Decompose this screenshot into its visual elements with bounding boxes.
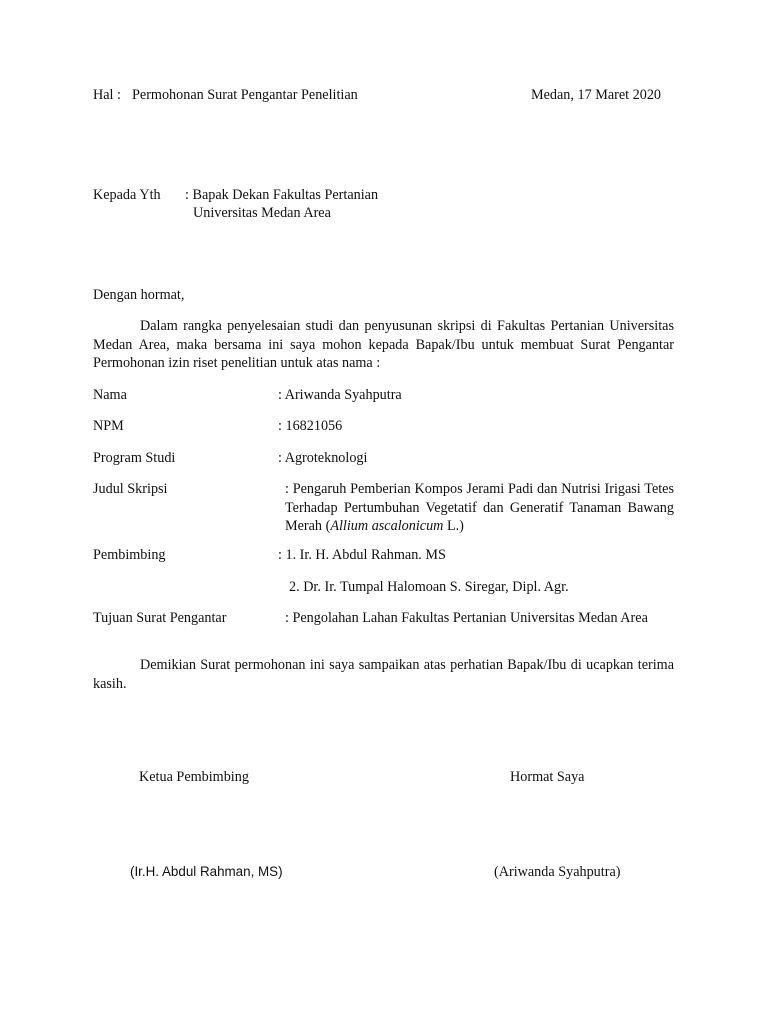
signature-left-title: Ketua Pembimbing — [139, 769, 249, 785]
npm-value: : 16821056 — [278, 418, 343, 434]
recipient-line-2: Universitas Medan Area — [193, 205, 331, 221]
intro-paragraph: Dalam rangka penyelesaian studi dan penyusunan skripsi di Fakultas Pertanian Universitas Medan Area, maka bersama ini saya mohon kepada Bapak/Ibu untuk membuat Surat Pengantar Permohonan izin riset penelitian untuk atas nama : — [93, 318, 674, 371]
judul-species: Allium ascalonicum — [330, 518, 444, 534]
place-date: Medan, 17 Maret 2020 — [531, 87, 662, 103]
prodi-label: Program Studi — [93, 450, 176, 466]
judul-value — [285, 480, 674, 536]
recipient-label: Kepada Yth — [93, 187, 161, 203]
subject-label: Hal : — [93, 87, 121, 103]
salutation: Dengan hormat, — [93, 287, 185, 303]
nama-value: : Ariwanda Syahputra — [278, 387, 402, 403]
subject-value: Permohonan Surat Pengantar Penelitian — [132, 87, 358, 103]
pembimbing-1: : 1. Ir. H. Abdul Rahman. MS — [278, 547, 446, 563]
judul-label: Judul Skripsi — [93, 481, 168, 497]
tujuan-value: : Pengolahan Lahan Fakultas Pertanian Universitas Medan Area — [285, 610, 648, 626]
pembimbing-2: 2. Dr. Ir. Tumpal Halomoan S. Siregar, Dipl. Agr. — [289, 579, 569, 595]
closing-paragraph: Demikian Surat permohonan ini saya sampaikan atas perhatian Bapak/Ibu di ucapkan terima kasih. — [93, 657, 674, 692]
npm-label: NPM — [93, 418, 124, 434]
tujuan-label: Tujuan Surat Pengantar — [93, 610, 227, 626]
judul-text: : Pengaruh Pemberian Kompos Jerami Padi dan Nutrisi Irigasi Tetes Terhadap Pertumbuhan Vegetatif dan Generatif Tanaman Bawang Merah ( — [285, 481, 674, 534]
signature-right-title: Hormat Saya — [510, 769, 585, 785]
nama-label: Nama — [93, 387, 127, 403]
signature-left-name: (Ir.H. Abdul Rahman, MS) — [130, 864, 283, 879]
signature-right-name: (Ariwanda Syahputra) — [494, 864, 621, 880]
recipient-line-1: : Bapak Dekan Fakultas Pertanian — [185, 187, 379, 203]
judul-end: L.) — [443, 518, 464, 534]
pembimbing-label: Pembimbing — [93, 547, 166, 563]
prodi-value: : Agroteknologi — [278, 450, 368, 466]
